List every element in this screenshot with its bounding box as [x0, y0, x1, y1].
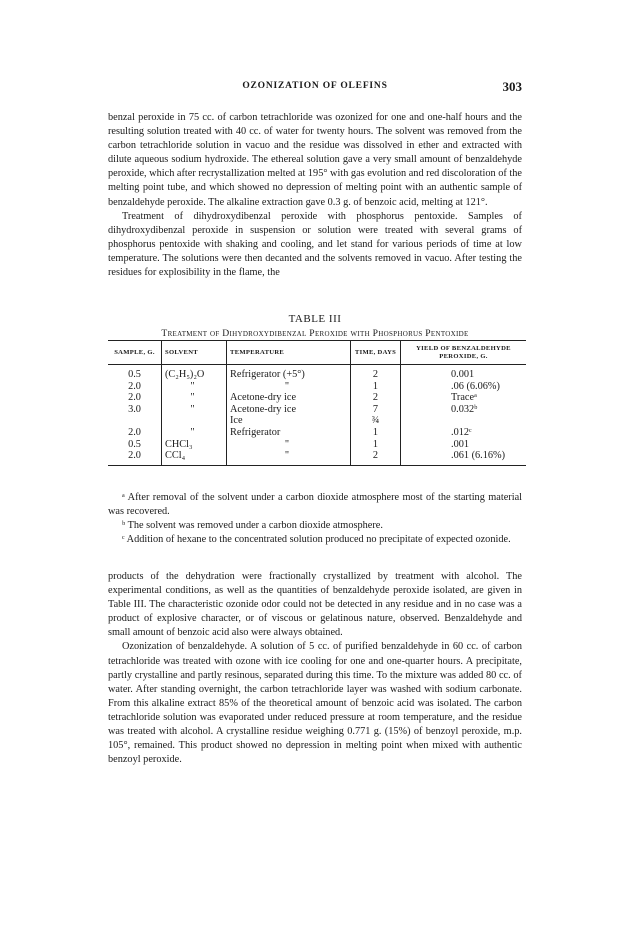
- sample-cell: 2.0: [108, 381, 162, 393]
- sample-cell: 2.0: [108, 450, 162, 465]
- solvent-cell: ": [162, 392, 227, 404]
- time-cell: 2: [351, 365, 401, 381]
- time-cell: 7: [351, 404, 401, 416]
- yield-cell: Traceᵃ: [451, 392, 477, 404]
- column-header: TIME, DAYS: [351, 341, 401, 365]
- footnote: ᵇ The solvent was removed under a carbon dioxide atmosphere.: [122, 520, 383, 532]
- footnote: ᶜ Addition of hexane to the concentrated solution produced no precipitate of expected ozonide.: [122, 534, 511, 546]
- yield-cell: [401, 415, 527, 427]
- body-text-top: [108, 111, 522, 280]
- time-cell: 1: [351, 381, 401, 393]
- sample-cell: 3.0: [108, 404, 162, 416]
- temperature-cell: ": [227, 439, 351, 451]
- yield-cell: 0.001: [451, 369, 475, 380]
- table-caption: Treatment of Dihydroxydibenzal Peroxide with Phosphorus Pentoxide: [161, 328, 469, 339]
- footnote: ᵃ After removal of the solvent under a carbon dioxide atmosphere most of the starting material was recovered.: [108, 492, 522, 518]
- temperature-cell: Acetone-dry ice: [227, 404, 351, 416]
- table-row: [108, 415, 526, 427]
- page-header: [108, 80, 522, 94]
- solvent-cell: ": [162, 427, 227, 439]
- table-row: [108, 404, 526, 416]
- column-header: YIELD OF BENZALDEHYDE PEROXIDE, G.: [401, 341, 527, 365]
- solvent-cell: ": [162, 381, 227, 393]
- time-cell: 1: [351, 439, 401, 451]
- solvent-cell: CHCl₃: [162, 439, 227, 451]
- time-cell: 2: [351, 392, 401, 404]
- yield-cell: .061 (6.16%): [401, 450, 527, 465]
- time-cell: 2: [351, 450, 401, 465]
- running-title: OZONIZATION OF OLEFINS: [242, 81, 388, 91]
- sample-cell: 2.0: [108, 427, 162, 439]
- yield-cell: 0.032ᵇ: [451, 403, 478, 415]
- temperature-cell: Refrigerator: [227, 427, 351, 439]
- sample-cell: 0.5: [108, 365, 162, 381]
- column-header: SOLVENT: [162, 341, 227, 365]
- column-header: TEMPERATURE: [227, 341, 351, 365]
- column-header: SAMPLE, G.: [108, 341, 162, 365]
- table-row: [108, 439, 526, 451]
- temperature-cell: ": [227, 381, 351, 393]
- yield-cell: .06 (6.06%): [451, 380, 500, 392]
- paragraph: products of the dehydration were fractionally crystallized by treatment with alcohol. The experimental conditions, as well as the quantities of benzaldehyde peroxide isolated, are given in Table III. The characteristic ozonide odor could not be detected in any residue and in no case was a product of explosive character, or of viscous or gelatinous nature, observed. Benzaldehyde and small amount of benzoic acid also were always obtained.: [108, 571, 522, 639]
- yield-cell: .001: [451, 438, 470, 450]
- table-label: TABLE III: [288, 313, 342, 325]
- time-cell: ¾: [351, 415, 401, 427]
- sample-cell: 0.5: [108, 439, 162, 451]
- table-row: [108, 450, 526, 465]
- temperature-cell: Ice: [227, 415, 351, 427]
- solvent-cell: [162, 415, 227, 427]
- yield-cell: .012ᶜ: [451, 426, 472, 438]
- temperature-cell: ": [227, 450, 351, 465]
- sample-cell: 2.0: [108, 392, 162, 404]
- page-number: 303: [502, 79, 522, 94]
- body-text-bottom: [108, 570, 522, 767]
- solvent-cell: (C₂H₅)₂O: [162, 365, 227, 381]
- data-table: [108, 340, 526, 466]
- table-row: [108, 392, 526, 404]
- time-cell: 1: [351, 427, 401, 439]
- sample-cell: [108, 415, 162, 427]
- table-header-row: [108, 341, 526, 365]
- temperature-cell: Refrigerator (+5°): [227, 365, 351, 381]
- paragraph: Treatment of dihydroxydibenzal peroxide with phosphorus pentoxide. Samples of dihydroxydibenzal peroxide in suspension or solution were treated with several grams of phosphorus pentoxide with shaking and cooling, and let stand for various periods of time at low temperature. The solutions were then decanted and the solvents removed in vacuo. After testing the residues for explosibility in the flame, the: [108, 210, 522, 279]
- paragraph: benzal peroxide in 75 cc. of carbon tetrachloride was ozonized for one and one-half hours and the resulting solution treated with 40 cc. of water for twenty hours. The solvent was removed from the carbon tetrachloride solution in vacuo and the residue was dissolved in ether and extracted with dilute aqueous sodium hydroxide. The ethereal solution gave a very small amount of benzaldehyde peroxide, which after recrystallization melted at 195° with gas evolution and red discoloration of the melting point tube, and which showed no depression of melting point with an authentic sample of benzaldehyde peroxide. The alkaline extraction gave 0.3 g. of benzoic acid, melting at 121°.: [108, 112, 522, 208]
- table-row: [108, 427, 526, 439]
- paragraph: Ozonization of benzaldehyde. A solution of 5 cc. of purified benzaldehyde in 60 cc. of carbon tetrachloride was treated with ozone with ice cooling for one and one-quarter hours. A precipitate, partly crystalline and partly resinous, separated during this time. To the mixture was added 80 cc. of water. After standing overnight, the carbon tetrachloride layer was washed with sodium carbonate. From this alkaline extract 85% of the theoretical amount of benzoic acid was isolated. The carbon tetrachloride solution was evaporated under reduced pressure at room temperature, and the residue was treated with alcohol. A crystalline residue weighing 0.771 g. (15%) of benzoyl peroxide, m.p. 105°, remained. This product showed no depression in melting point when mixed with authentic benzoyl peroxide.: [108, 641, 522, 766]
- table-row: [108, 381, 526, 393]
- temperature-cell: Acetone-dry ice: [227, 392, 351, 404]
- table-footnotes: [108, 491, 522, 547]
- table-row: [108, 365, 526, 381]
- solvent-cell: ": [162, 404, 227, 416]
- solvent-cell: CCl₄: [162, 450, 227, 465]
